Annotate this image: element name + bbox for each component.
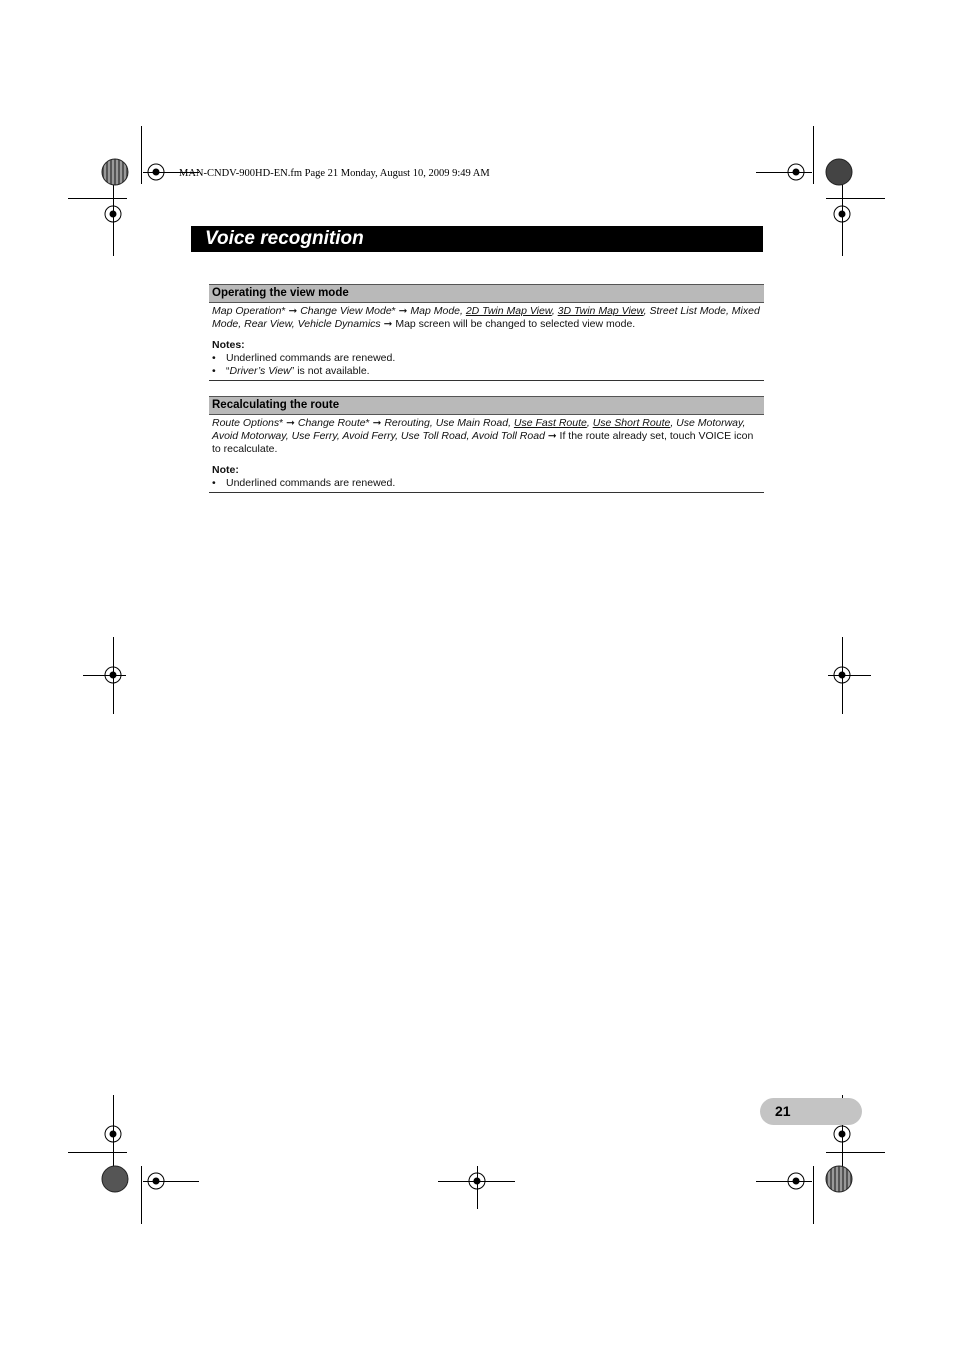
section-view-mode [209, 284, 764, 381]
notes-title: Note: [212, 464, 239, 476]
command-path: Route Options* ➞ Change Route* ➞ Rerouting, Use Main Road, Use Fast Route, Use Short Route, Use Motorway, Avoid Motorway, Use Ferry, Avoid Ferry, Use Toll Road, Avoid Toll Road ➞ If the route already set, touch VOICE icon to recalculate. [212, 417, 754, 455]
section-divider [209, 380, 764, 381]
section-body [209, 415, 764, 490]
list-item: • Underlined commands are renewed. [212, 477, 761, 490]
page-number-tab [760, 1098, 862, 1125]
command-path: Map Operation* ➞ Change View Mode* ➞ Map Mode, 2D Twin Map View, 3D Twin Map View, Street List Mode, Mixed Mode, Rear View, Vehicle Dynamics ➞ Map screen will be changed to selected view mode. [212, 305, 760, 330]
section-recalculate-route [209, 396, 764, 493]
page-number: 21 [775, 1103, 791, 1119]
section-body [209, 303, 764, 378]
page-title: Voice recognition [205, 228, 364, 249]
list-item: • Underlined commands are renewed. [212, 352, 761, 365]
file-header: MAN-CNDV-900HD-EN.fm Page 21 Monday, August 10, 2009 9:49 AM [179, 168, 490, 179]
section-heading: Recalculating the route [209, 396, 764, 415]
notes-title: Notes: [212, 339, 245, 351]
title-bar [191, 226, 763, 252]
list-item: • “Driver’s View” is not available. [212, 365, 761, 378]
section-heading: Operating the view mode [209, 284, 764, 303]
section-divider [209, 492, 764, 493]
